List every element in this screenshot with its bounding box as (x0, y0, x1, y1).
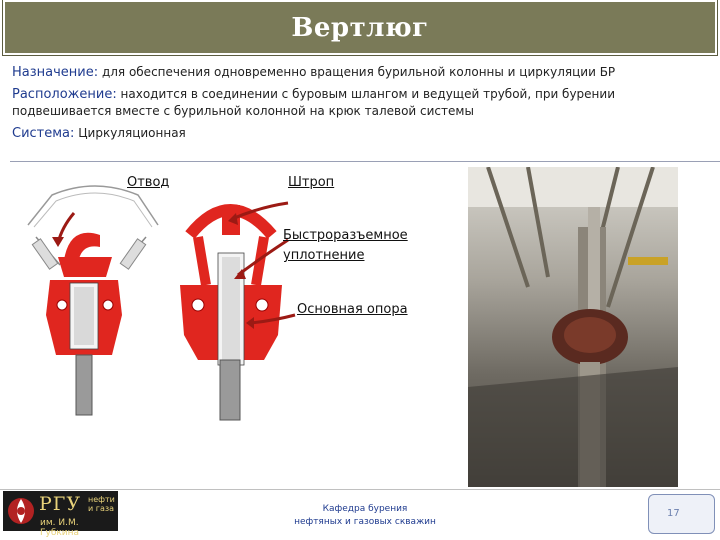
drilling-rig-photo (468, 167, 678, 487)
university-logo (3, 491, 118, 538)
system-text: Циркуляционная (74, 126, 186, 140)
label-shtrop: Штроп (288, 175, 335, 190)
purpose-key: Назначение: (12, 65, 99, 80)
swivel-right-drawing (180, 203, 295, 420)
location-key: Расположение: (12, 87, 117, 102)
separator-line (10, 161, 720, 162)
logo-side-text (88, 495, 115, 513)
swivel-diagram (0, 165, 470, 425)
logo-side-line2: и газа (88, 504, 115, 513)
system-key: Система: (12, 126, 75, 141)
dept-line2: нефтяных и газовых скважин (294, 517, 436, 527)
purpose-line (12, 64, 702, 81)
page-number: 17 (667, 508, 680, 519)
logo-main-text: РГУ (39, 493, 82, 515)
slide-title: Вертлюг (291, 12, 429, 43)
label-seal-line1: Быстроразъемное (283, 228, 408, 243)
logo-side-line1: нефти (88, 495, 115, 504)
location-line (12, 86, 702, 120)
label-seal-line2: уплотнение (283, 248, 365, 263)
label-bearing: Основная опора (297, 302, 408, 317)
title-bar (3, 0, 717, 55)
label-otvod: Отвод (127, 175, 170, 190)
dept-line1: Кафедра бурения (322, 504, 408, 514)
logo-sub-text: им. И.М. Губкина (40, 518, 80, 538)
emblem-icon (7, 497, 35, 525)
location-text: находится в соединении с буровым шлангом и ведущей трубой, при бурении подвешивается вместе с бурильной колонной на крюк талевой системы (12, 87, 615, 118)
purpose-text: для обеспечения одновременно вращения бурильной колонны и циркуляции БР (98, 65, 616, 79)
page-number-box (648, 494, 715, 534)
department-name (270, 503, 460, 529)
system-line (12, 125, 702, 142)
swivel-left-drawing (28, 186, 158, 415)
info-block (12, 64, 702, 147)
